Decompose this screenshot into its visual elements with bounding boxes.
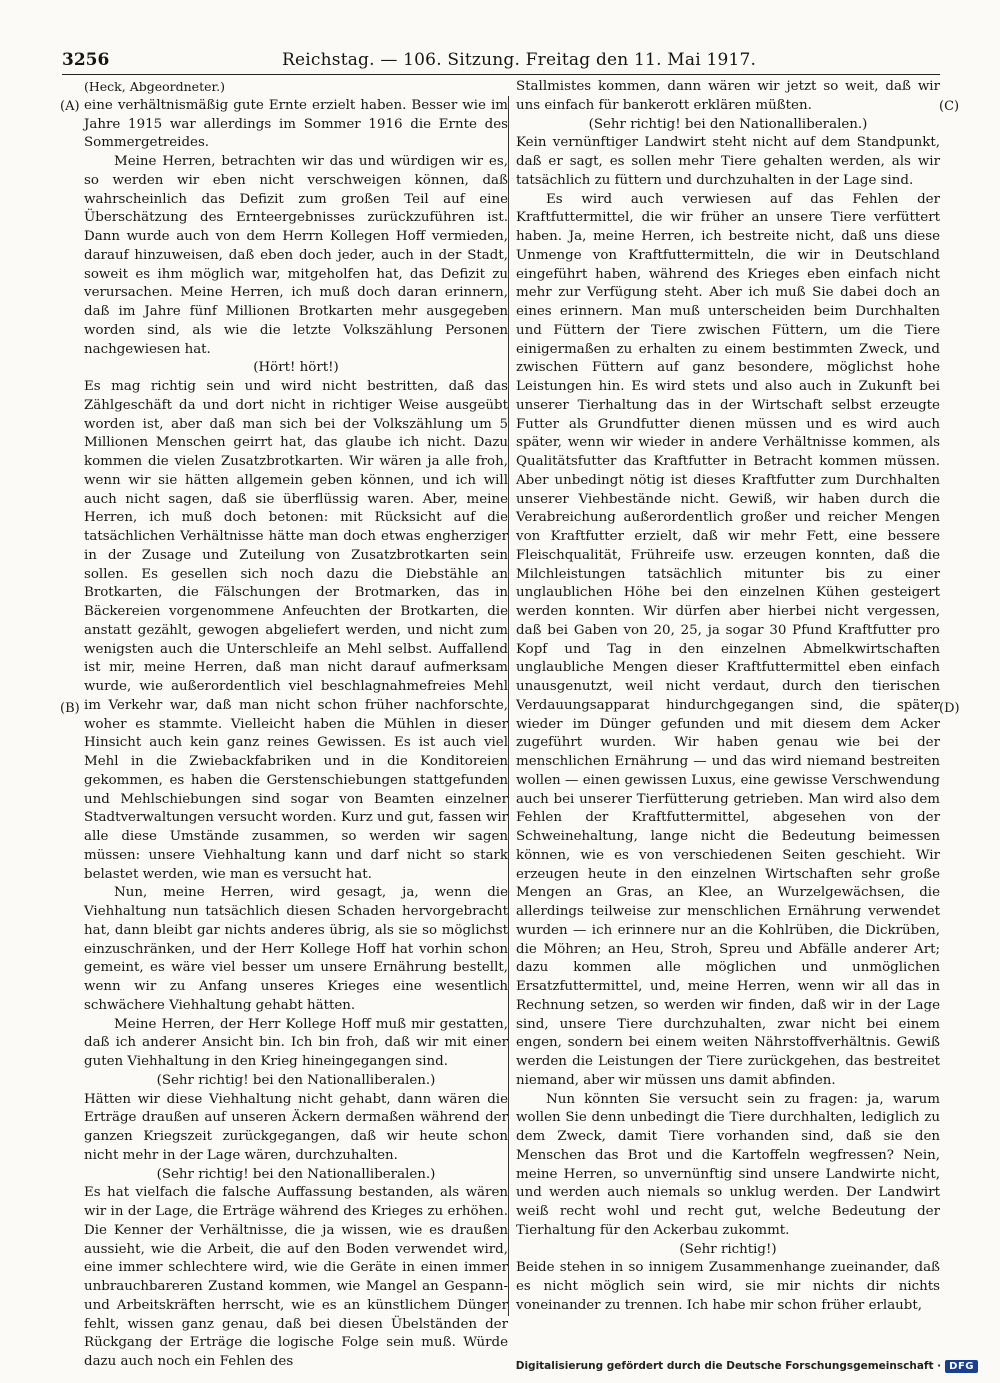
margin-marker-a: (A) xyxy=(60,99,80,114)
paragraph: Meine Herren, der Herr Kollege Hoff muß mir gestatten, daß ich anderer Ansicht bin. Ich bin froh, daß wir mit einer guten Viehhaltung in den Krieg hineingegangen sind. xyxy=(84,1016,508,1069)
paragraph: Nun, meine Herren, wird gesagt, ja, wenn die Viehhaltung nun tatsächlich diesen Schaden hervorgebracht hat, dann bleibt gar nichts anderes übrig, als sie so möglichst einzuschränken, und der Herr Kollege Hoff hat vorhin schon gemeint, es wäre viel besser um unsere Ernährung bestellt, wenn wir zu Anfang unseres Krieges eine wesentlich schwächere Viehhaltung gehabt hätten. xyxy=(84,885,508,1013)
header-rule xyxy=(62,74,940,75)
margin-marker-d: (D) xyxy=(939,701,960,716)
interjection: (Sehr richtig! bei den Nationalliberalen.) xyxy=(156,1166,436,1182)
left-column xyxy=(84,78,508,1372)
paragraph: Beide stehen in so innigem Zusammenhange zueinander, daß es nicht möglich sein wird, sie mir nichts dir nichts voneinander zu trennen. Ich habe mir schon früher erlaubt, xyxy=(516,1260,940,1313)
margin-marker-b: (B) xyxy=(60,701,80,716)
page-number: 3256 xyxy=(62,50,110,70)
footer xyxy=(516,1357,978,1375)
paragraph: Es wird auch verwiesen auf das Fehlen der Kraftfuttermittel, die wir früher an unsere Tiere verfüttert haben. Ja, meine Herren, ich bestreite nicht, daß uns diese Unmenge von Kraftfuttermitteln, die wir in Deutschland eingeführt haben, während des Krieges eben einfach nicht mehr zur Verfügung steht. Aber ich muß Sie dabei doch an eines erinnern. Man muß unterscheiden beim Durchhalten und Füttern der Tiere zwischen Füttern, um die Tiere einigermaßen zu erhalten zu einem bestimmten Zweck, und zwischen Füttern auf ganz besondere, möglichst hohe Leistungen hin. Es wird stets und also auch in Zukunft bei unserer Tierhaltung das in der Wirtschaft selbst erzeugte Futter als Grundfutter dienen müssen und es wird auch später, wenn wir wieder in andere Verhältnisse kommen, als Qualitätsfutter das Kraftfutter in Betracht kommen müssen. Aber unbedingt nötig ist dieses Kraftfutter zum Durchhalten unserer Viehbestände nicht. Gewiß, wir haben durch die Verabreichung außerordentlich großer und reicher Mengen von Kraftfutter erzielt, daß wir mehr Fett, eine bessere Fleischqualität, Frühreife usw. erzeugen konnten, daß die Milchleistungen tatsächlich mitunter bis zu einer unglaublichen Höhe bei den einzelnen Kühen gesteigert werden konnten. Wir dürfen aber hierbei nicht vergessen, daß bei Gaben von 20, 25, ja sogar 30 Pfund Kraftfutter pro Kopf und Tag in den einzelnen Abmelkwirtschaften unglaubliche Mengen dieser Kraftfuttermittel eben einfach unausgenutzt, weil nicht verdaut, durch den tierischen Verdauungsapparat hindurchgegangen sind, die später wieder im Dünger gefunden und mit diesem dem Acker zugeführt wurden. Wir haben genau wie bei der menschlichen Ernährung — und das wird niemand bestreiten wollen — einen gewissen Luxus, eine gewisse Verschwendung auch bei unserer Tierfütterung getrieben. Man wird also dem Fehlen der Kraftfuttermittel, abgesehen von der Schweinehaltung, lange nicht die Bedeutung beimessen können, wie es von verschiedenen Seiten geschieht. Wir erzeugen heute in den einzelnen Wirtschaften sehr große Mengen an Gras, an Klee, an Wurzelgewächsen, die allerdings teilweise zur menschlichen Ernährung verwendet wurden — ich erinnere nur an die Kohlrüben, die Dickrüben, die Möhren; an Heu, Stroh, Spreu und Abfälle anderer Art; dazu kommen alle möglichen und unmöglichen Ersatzfuttermittel, und, meine Herren, wenn wir all das in Rechnung setzen, so werden wir finden, daß wir in der Lage sind, unsere Tiere durchzuhalten, zwar nicht bei einem engen, sondern bei einem weiten Nährstoffverhältnis. Gewiß werden die Leistungen der Tiere zurückgehen, das bestreitet niemand, aber wir müssen uns damit abfinden. xyxy=(516,191,940,1088)
paragraph: Stallmistes kommen, dann wären wir jetzt so weit, daß wir uns einfach für bankerott erklären müßten. xyxy=(516,79,940,113)
interjection: (Sehr richtig! bei den Nationalliberalen.) xyxy=(588,116,868,132)
paragraph: Meine Herren, betrachten wir das und würdigen wir es, so werden wir eben nicht verschweigen können, daß wahrscheinlich das Defizit zum großen Teil auf eine Überschätzung des Ernteergebnisses zurückzuführen ist. Dann wurde auch von dem Herrn Kollegen Hoff vermieden, darauf hinzuweisen, daß eben doch jeder, auch in der Stadt, soweit es ihm möglich war, mitgeholfen hat, das Defizit zu verursachen. Meine Herren, ich muß doch daran erinnern, daß im Jahre fünf Millionen Brotkarten mehr ausgegeben worden sind, als wie die letzte Volkszählung Personen nachgewiesen hat. xyxy=(84,154,508,357)
running-head: Reichstag. — 106. Sitzung. Freitag den 11. Mai 1917. xyxy=(282,50,757,70)
speaker-label: (Heck, Abgeordneter.) xyxy=(84,79,225,94)
page-header xyxy=(62,50,942,72)
paragraph: Es hat vielfach die falsche Auffassung bestanden, als wären wir in der Lage, die Erträge während des Krieges zu erhöhen. Die Kenner der Verhältnisse, die ja wissen, wie es draußen aussieht, wie die Arbeit, die auf den Boden verwendet wird, eine immer schlechtere wird, wie die Geräte in einen immer unbrauchbareren Zustand kommen, wie Mangel an Gespann- und Arbeitskräften herrscht, wie es an künstlichem Dünger fehlt, wissen ganz genau, daß bei diesen Übelständen der Rückgang der Erträge die logische Folge sein muß. Würde dazu auch noch ein Fehlen des xyxy=(84,1185,508,1369)
right-column xyxy=(516,78,940,1316)
paragraph: Es mag richtig sein und wird nicht bestritten, daß das Zählgeschäft da und dort nicht in richtiger Weise ausgeübt worden ist, aber daß man sich bei der Volkszählung um 5 Millionen Menschen geirrt hat, das glaube ich nicht. Dazu kommen die vielen Zusatzbrotkarten. Wir wären ja alle froh, wenn wir sie hätten allgemein geben können, und ich will auch nicht sagen, daß sie überflüssig waren. Aber, meine Herren, ich muß doch betonen: mit Rücksicht auf die tatsächlichen Verhältnisse hätte man doch etwas engherziger in der Zusage und Zuteilung von Zusatzbrotkarten sein sollen. Es gesellen sich noch dazu die Diebstähle an Brotkarten, die Fälschungen der Brotmarken, das in Bäckereien vorgenommene Anfeuchten der Brotkarten, die anstatt gezählt, gewogen abgeliefert werden, und nicht zum wenigsten auch die Unterschleife an Mehl selbst. Auffallend ist mir, meine Herren, daß man nicht darauf aufmerksam wurde, wie außerordentlich viel beschlagnahmefreies Mehl im Verkehr war, daß man nicht schon früher nachforschte, woher es stammte. Vielleicht haben die Mühlen in dieser Hinsicht auch kein ganz reines Gewissen. Es ist auch viel Mehl in die Zwiebackfabriken und in die Konditoreien gekommen, es haben die Gerstenschiebungen stattgefunden und Mehlschiebungen sind sogar von Beamten einzelner Stadtverwaltungen versucht worden. Kurz und gut, fassen wir alle diese Umstände zusammen, so werden wir sagen müssen: unsere Viehhaltung kann und darf nicht so stark belastet werden, wie man es versucht hat. xyxy=(84,379,508,882)
column-divider xyxy=(508,96,509,1316)
paragraph: Hätten wir diese Viehhaltung nicht gehabt, dann wären die Erträge draußen auf unseren Äckern dermaßen während der ganzen Kriegszeit zurückgegangen, daß wir heute schon nicht mehr in der Lage wären, durchzuhalten. xyxy=(84,1091,508,1163)
paragraph: Kein vernünftiger Landwirt steht nicht auf dem Standpunkt, daß er sagt, es sollen mehr Tiere gehalten werden, als wir tatsächlich zu füttern und durchzuhalten in der Lage sind. xyxy=(516,135,940,188)
margin-marker-c: (C) xyxy=(939,99,960,114)
interjection: (Sehr richtig! bei den Nationalliberalen.) xyxy=(156,1072,436,1088)
footer-text: Digitalisierung gefördert durch die Deutsche Forschungsgemeinschaft · xyxy=(515,1360,942,1372)
interjection: (Hört! hört!) xyxy=(253,360,339,376)
paragraph: eine verhältnismäßig gute Ernte erzielt haben. Besser wie im Jahre 1915 war allerdings im Sommer 1916 die Ernte des Sommergetreides. xyxy=(84,97,508,151)
interjection: (Sehr richtig!) xyxy=(679,1241,777,1257)
paragraph: Nun könnten Sie versucht sein zu fragen: ja, warum wollen Sie denn unbedingt die Tiere durchhalten, lediglich zu dem Zweck, damit Tiere vorhanden sind, daß sie den Menschen das Brot und die Kartoffeln wegfressen? Nein, meine Herren, so unvernünftig sind unsere Landwirte nicht, und werden auch niemals so unklug werden. Der Landwirt weiß recht wohl und recht gut, welche Bedeutung der Tierhaltung für den Ackerbau zukommt. xyxy=(516,1091,940,1238)
dfg-logo-icon: DFG xyxy=(945,1360,978,1373)
